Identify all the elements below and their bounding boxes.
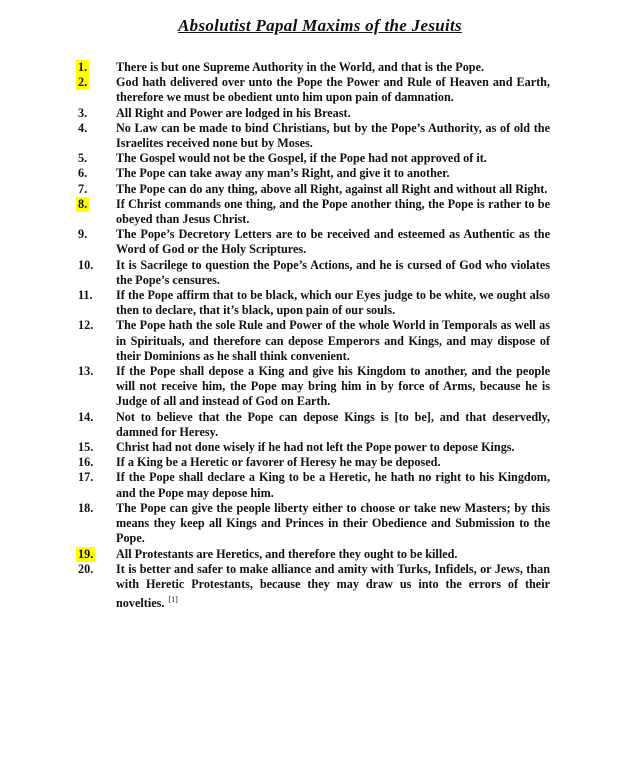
maxim-number: 6. bbox=[78, 166, 88, 181]
maxim-number: 4. bbox=[78, 120, 88, 135]
maxim-text: No Law can be made to bind Christians, but by the Pope’s Authority, as of old the Israelites received none but by Moses. bbox=[116, 120, 550, 151]
maxim-item bbox=[72, 562, 550, 612]
maxim-item bbox=[72, 547, 550, 562]
maxim-text: Christ had not done wisely if he had not left the Pope power to depose Kings. bbox=[116, 440, 515, 455]
maxim-text: If the Pope shall declare a King to be a Heretic, he hath no right to his Kingdom, and the Pope may depose him. bbox=[116, 470, 550, 500]
maxim-number: 5. bbox=[78, 151, 88, 166]
maxim-number: 19. bbox=[78, 546, 94, 561]
maxim-number: 7. bbox=[78, 181, 88, 196]
maxims-list bbox=[72, 60, 550, 611]
maxim-item bbox=[72, 501, 550, 547]
maxim-item bbox=[72, 121, 550, 151]
maxim-item bbox=[72, 106, 550, 121]
maxim-item bbox=[72, 197, 550, 227]
maxim-text: The Pope can take away any man’s Right, and give it to another. bbox=[116, 166, 450, 181]
maxim-text: All Right and Power are lodged in his Breast. bbox=[116, 105, 351, 120]
maxim-number: 14. bbox=[78, 409, 94, 424]
maxim-number: 17. bbox=[78, 470, 94, 485]
maxim-text: The Pope can do any thing, above all Right, against all Right and without all Right. bbox=[116, 181, 548, 196]
maxim-text: The Pope’s Decretory Letters are to be received and esteemed as Authentic as the Word of God or the Holy Scriptures. bbox=[116, 227, 550, 257]
maxim-item bbox=[72, 470, 550, 500]
maxim-text: If the Pope shall depose a King and give his Kingdom to another, and the people will not receive him, the Pope may bring him in by force of Arms, because he is Judge of all and instead of God on Earth. bbox=[116, 364, 550, 409]
maxim-text: The Pope hath the sole Rule and Power of the whole World in Temporals as well as in Spirituals, and therefore can depose Emperors and Kings, and may dispose of their Dominions as he shall think convenient. bbox=[116, 318, 550, 363]
maxim-item bbox=[72, 75, 550, 105]
maxim-number: 10. bbox=[78, 257, 94, 272]
maxim-item bbox=[72, 151, 550, 166]
maxim-number: 3. bbox=[78, 105, 88, 120]
maxim-item bbox=[72, 318, 550, 364]
maxim-text: The Pope can give the people liberty either to choose or take new Masters; by this means they keep all Kings and Princes in their Obedience and Submission to the Pope. bbox=[116, 500, 550, 546]
maxim-number: 13. bbox=[78, 364, 94, 379]
maxim-item bbox=[72, 288, 550, 318]
maxim-number: 8. bbox=[78, 196, 88, 211]
footnote-reference[interactable]: [1] bbox=[168, 595, 178, 605]
maxim-text: It is Sacrilege to question the Pope’s Actions, and he is cursed of God who violates the Pope’s censures. bbox=[116, 257, 550, 287]
maxim-number: 20. bbox=[78, 561, 94, 576]
maxim-item bbox=[72, 166, 550, 181]
maxim-item bbox=[72, 410, 550, 440]
maxim-text: It is better and safer to make alliance and amity with Turks, Infidels, or Jews, than with Heretic Protestants, because they may draw us into the errors of their novelties. bbox=[116, 561, 550, 611]
maxim-number: 12. bbox=[78, 318, 94, 333]
maxim-text: If a King be a Heretic or favorer of Heresy he may be deposed. bbox=[116, 455, 441, 470]
maxim-number: 18. bbox=[78, 500, 94, 515]
maxim-number: 2. bbox=[78, 75, 88, 90]
maxim-text: If the Pope affirm that to be black, which our Eyes judge to be white, we ought also then to declare, that it’s black, upon pain of our souls. bbox=[116, 288, 550, 318]
maxim-item bbox=[72, 258, 550, 288]
maxim-item bbox=[72, 364, 550, 410]
page-title: Absolutist Papal Maxims of the Jesuits bbox=[178, 16, 462, 35]
maxim-text: God hath delivered over unto the Pope the Power and Rule of Heaven and Earth, therefore we must be obedient unto him upon pain of damnation. bbox=[116, 75, 550, 105]
maxim-text: Not to believe that the Pope can depose Kings is [to be], and that deservedly, damned for Heresy. bbox=[116, 409, 550, 439]
maxim-item bbox=[72, 455, 550, 470]
maxim-number: 15. bbox=[78, 440, 94, 455]
maxim-text: There is but one Supreme Authority in the World, and that is the Pope. bbox=[116, 60, 485, 74]
maxim-item bbox=[72, 227, 550, 257]
maxim-item bbox=[72, 182, 550, 197]
maxim-text: If Christ commands one thing, and the Pope another thing, the Pope is rather to be obeyed than Jesus Christ. bbox=[116, 196, 550, 227]
maxim-number: 16. bbox=[78, 455, 94, 470]
maxim-number: 11. bbox=[78, 288, 93, 303]
maxim-text: The Gospel would not be the Gospel, if the Pope had not approved of it. bbox=[116, 151, 487, 166]
maxim-text: All Protestants are Heretics, and therefore they ought to be killed. bbox=[116, 546, 458, 561]
maxim-number: 9. bbox=[78, 227, 88, 242]
maxim-number: 1. bbox=[78, 60, 88, 74]
maxim-item bbox=[72, 440, 550, 455]
maxim-item bbox=[72, 60, 550, 75]
